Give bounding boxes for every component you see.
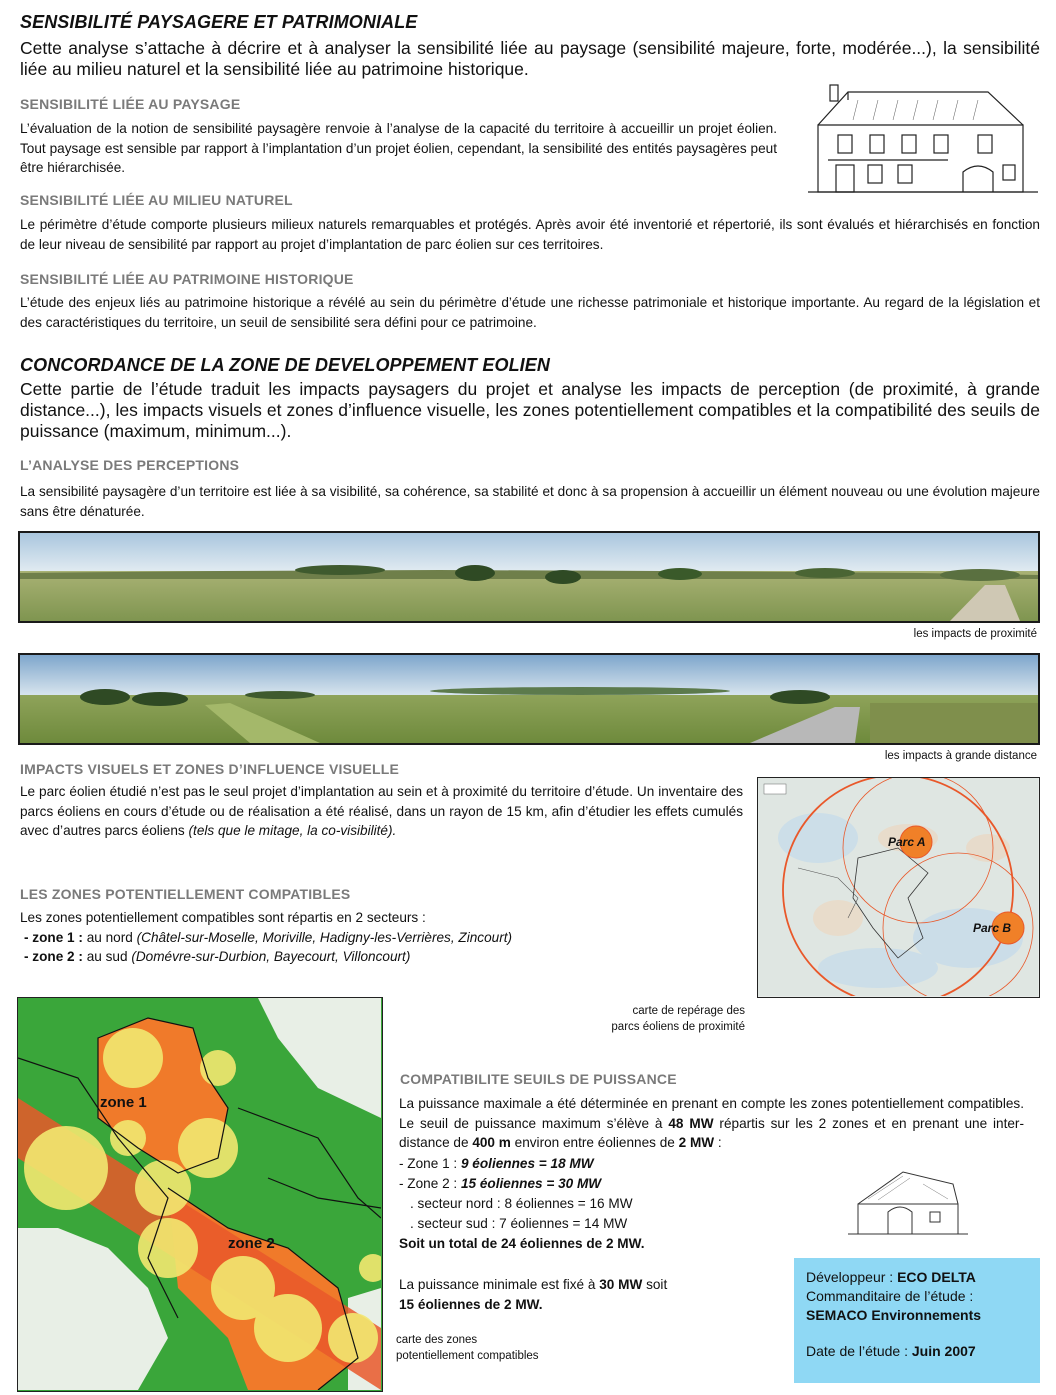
section-title-sensibilite: SENSIBILITÉ PAYSAGERE ET PATRIMONIALE <box>20 12 418 32</box>
study-date-line: Date de l’étude : Juin 2007 <box>806 1343 976 1359</box>
text-compatibilite: La puissance maximale a été déterminée en prenant en compte les zones potentiellement compatibles. Le seuil de puissance maximum s’élève à 48 MW répartis sur les 2 zones et en prenant une inter-distance de 400 m environ entre éoliennes de 2 MW : <box>399 1096 1024 1150</box>
heading-perceptions: L’ANALYSE DES PERCEPTIONS <box>20 457 240 473</box>
section-lead-concordance: Cette partie de l’étude traduit les impacts paysagers du projet et analyse les impacts de perception (de proximité, à grande distance...), les impacts visuels et zones d’influence visuelle, les zones potentiellement compatibles et la compatibilité des seuils de puissance (maximum, minimum...). <box>20 379 1040 441</box>
study-info-box <box>794 1258 1040 1383</box>
text-perceptions: La sensibilité paysagère d’un territoire est liée à sa visibilité, sa cohérence, sa stabilité et donc à sa propension à accueillir un élément nouveau ou une évolution majeure sans être dénaturée. <box>20 484 1040 519</box>
map-parcs-eoliens <box>757 777 1040 998</box>
caption-map-parcs: carte de repérage des parcs éoliens de proximité <box>611 1005 745 1033</box>
map-label-parc-b: Parc B <box>973 921 1012 935</box>
section-lead-sensibilite: Cette analyse s’attache à décrire et à analyser la sensibilité liée au paysage (sensibilité majeure, forte, modérée...), la sensibilité liée au milieu naturel et la sensibilité liée au patrimoine historique. <box>20 38 1040 79</box>
developer-line: Développeur : ECO DELTA <box>806 1269 976 1285</box>
house-sketch-illustration <box>808 80 1038 198</box>
panorama-proximite-photo <box>18 531 1040 623</box>
heading-compatibilite: COMPATIBILITE SEUILS DE PUISSANCE <box>400 1071 677 1087</box>
map-label-zone2: zone 2 <box>228 1235 275 1252</box>
text-paysage: L’évaluation de la notion de sensibilité paysagère renvoie à l’analyse de la capacité du territoire à accueillir un projet éolien. Tout paysage est sensible par rapport à l’implantation d’un projet éolien, cependant, la sensibilité des entités paysagères peut être hiérarchisée. <box>20 121 777 175</box>
total-eoliennes: Soit un total de 24 éoliennes de 2 MW. <box>399 1236 645 1251</box>
map-zones-compatibles <box>17 997 383 1392</box>
zone1-line: - zone 1 : au nord (Châtel-sur-Moselle, Moriville, Hadigny-les-Verrières, Zincourt) <box>24 930 513 945</box>
commissioner-value: SEMACO Environnements <box>806 1307 982 1323</box>
text-puissance-min: La puissance minimale est fixé à 30 MW soit <box>399 1277 668 1292</box>
heading-paysage: SENSIBILITÉ LIÉE AU PAYSAGE <box>20 96 241 112</box>
heading-zones-compatibles: LES ZONES POTENTIELLEMENT COMPATIBLES <box>20 886 351 902</box>
caption-map-zones: carte des zones potentiellement compatibles <box>396 1334 539 1362</box>
section-title-concordance: CONCORDANCE DE LA ZONE DE DEVELOPPEMENT EOLIEN <box>20 355 550 375</box>
map-label-parc-a: Parc A <box>888 835 926 849</box>
zone2-line: - zone 2 : au sud (Domévre-sur-Durbion, Bayecourt, Villoncourt) <box>24 949 411 964</box>
text-zones-intro: Les zones potentiellement compatibles sont répartis en 2 secteurs : <box>20 910 426 925</box>
panorama-grande-distance-photo <box>18 653 1040 745</box>
text-impacts-visuels: Le parc éolien étudié n’est pas le seul projet d’implantation au sein et à proximité du territoire d’étude. Un inventaire des parcs éoliens en cours d’étude ou de réalisation a été réalisé, dans un rayon de 15 km, afin d’étudier les effets cumulés avec d’autres parcs éoliens (tels que le mitage, la co-visibilité). <box>20 784 743 838</box>
barn-sketch-illustration <box>848 1164 968 1238</box>
heading-milieu: SENSIBILITÉ LIÉE AU MILIEU NATUREL <box>20 192 293 208</box>
heading-impacts-visuels: IMPACTS VISUELS ET ZONES D’INFLUENCE VISUELLE <box>20 761 399 777</box>
text-milieu: Le périmètre d’étude comporte plusieurs milieux naturels remarquables et protégés. Après avoir été inventorié et répertorié, ils sont évalués et hiérarchisés en fonction de leur niveau de sensibilité par rapport au projet d’implantation de parc éolien sur ces territoires. <box>20 217 1040 252</box>
heading-patrimoine: SENSIBILITÉ LIÉE AU PATRIMOINE HISTORIQUE <box>20 271 354 287</box>
secteur-sud: . secteur sud : 7 éoliennes = 14 MW <box>410 1216 628 1231</box>
text-patrimoine: L’étude des enjeux liés au patrimoine historique a révélé au sein du périmètre d’étude une richesse patrimoniale et historique importante. Au regard de la législation et des caractéristiques du territoire, un seuil de sensibilité sera défini pour ce patrimoine. <box>20 295 1040 330</box>
zone2-puissance: - Zone 2 : 15 éoliennes = 30 MW <box>399 1176 602 1191</box>
text-puissance-min-2: 15 éoliennes de 2 MW. <box>399 1297 543 1312</box>
caption-grande-distance: les impacts à grande distance <box>884 750 1037 762</box>
zone1-puissance: - Zone 1 : 9 éoliennes = 18 MW <box>399 1156 594 1171</box>
commissioner-label: Commanditaire de l’étude : <box>806 1288 974 1304</box>
caption-proximite: les impacts de proximité <box>913 628 1037 640</box>
secteur-nord: . secteur nord : 8 éoliennes = 16 MW <box>410 1196 633 1211</box>
map-label-zone1: zone 1 <box>100 1094 147 1111</box>
